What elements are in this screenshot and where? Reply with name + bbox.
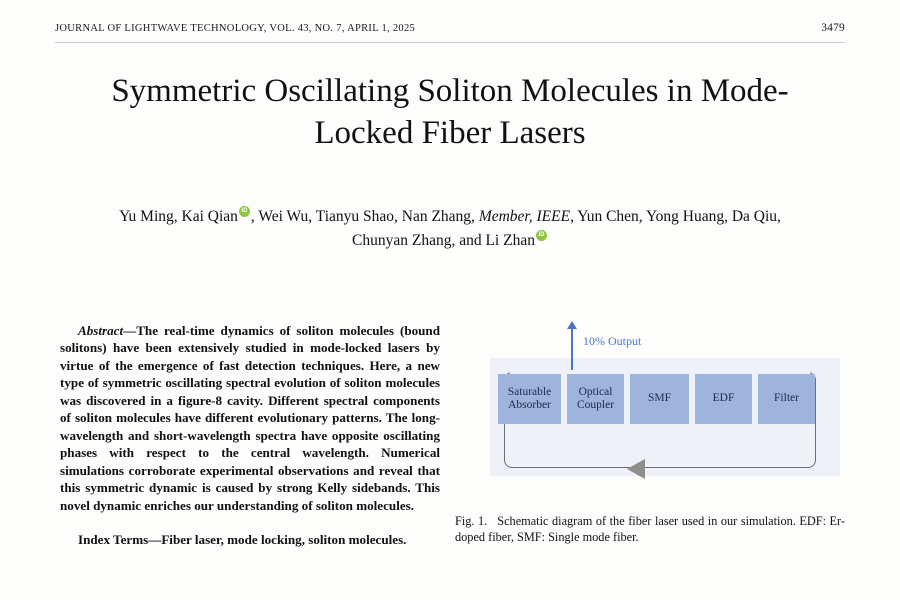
- orcid-id-icon[interactable]: [536, 230, 547, 241]
- author-line1-mid: , Wei Wu, Tianyu Shao, Nan Zhang,: [250, 208, 479, 225]
- block-smf[interactable]: SMF: [630, 374, 689, 424]
- paper-title: Symmetric Oscillating Soliton Molecules in Mode-Locked Fiber Lasers: [111, 73, 789, 152]
- block-edf[interactable]: EDF: [695, 374, 752, 424]
- output-arrow-icon: [571, 328, 573, 370]
- author-line1-pre: Yu Ming, Kai Qian: [119, 208, 238, 225]
- author-line1-post: , Yun Chen, Yong Huang, Da Qiu,: [570, 208, 781, 225]
- author-membership: Member, IEEE: [478, 208, 571, 225]
- journal-reference: JOURNAL OF LIGHTWAVE TECHNOLOGY, VOL. 43, NO. 7, APRIL 1, 2025: [55, 23, 416, 34]
- left-column: [60, 322, 440, 549]
- output-label: 10% Output: [583, 334, 642, 348]
- abstract-text: —The real-time dynamics of soliton molecules (bound solitons) have been extensively studied in mode-locked lasers by virtue of the emergence of fast detection techniques. Here, a new type of symmetric oscillating spectral evolution of soliton molecules was discovered in a figure-8 cavity. Different spectral components of soliton molecules have different evolutionary patterns. The long-wavelength and short-wavelength spectra have opposite oscillating phases with respect to the central wavelength. Numerical simulations corroborate experimental observations and reveal that this symmetric dynamic is caused by strong Kelly sidebands. This novel dynamic enriches our understanding of soliton molecules.: [60, 323, 440, 513]
- index-terms-paragraph: [60, 531, 440, 548]
- figure-1: [455, 322, 845, 544]
- author-line2-pre: Chunyan Zhang, and Li Zhan: [352, 232, 535, 250]
- header-divider: [55, 42, 845, 43]
- figure-caption-label: Fig. 1.: [455, 514, 488, 528]
- block-filter[interactable]: Filter: [758, 374, 815, 424]
- page-number: 3479: [821, 22, 845, 34]
- orcid-id-icon[interactable]: [239, 206, 250, 217]
- figure-caption-text: Schematic diagram of the fiber laser used in our simulation. EDF: Er-doped fiber, SMF: Single mode fiber.: [455, 514, 845, 544]
- abstract-label: Abstract: [78, 323, 124, 338]
- figure-caption: [455, 514, 845, 545]
- component-blocks: [498, 374, 815, 424]
- right-column: [455, 322, 845, 544]
- abstract-paragraph: [60, 322, 440, 514]
- running-head: [55, 22, 845, 34]
- author-list: [80, 205, 820, 253]
- index-terms-label: Index Terms: [78, 532, 149, 548]
- loop-direction-arrow-icon: [627, 459, 645, 479]
- block-saturable-absorber[interactable]: Saturable Absorber: [498, 374, 561, 424]
- block-optical-coupler[interactable]: Optical Coupler: [567, 374, 624, 424]
- index-terms-text: —Fiber laser, mode locking, soliton molecules.: [148, 532, 407, 548]
